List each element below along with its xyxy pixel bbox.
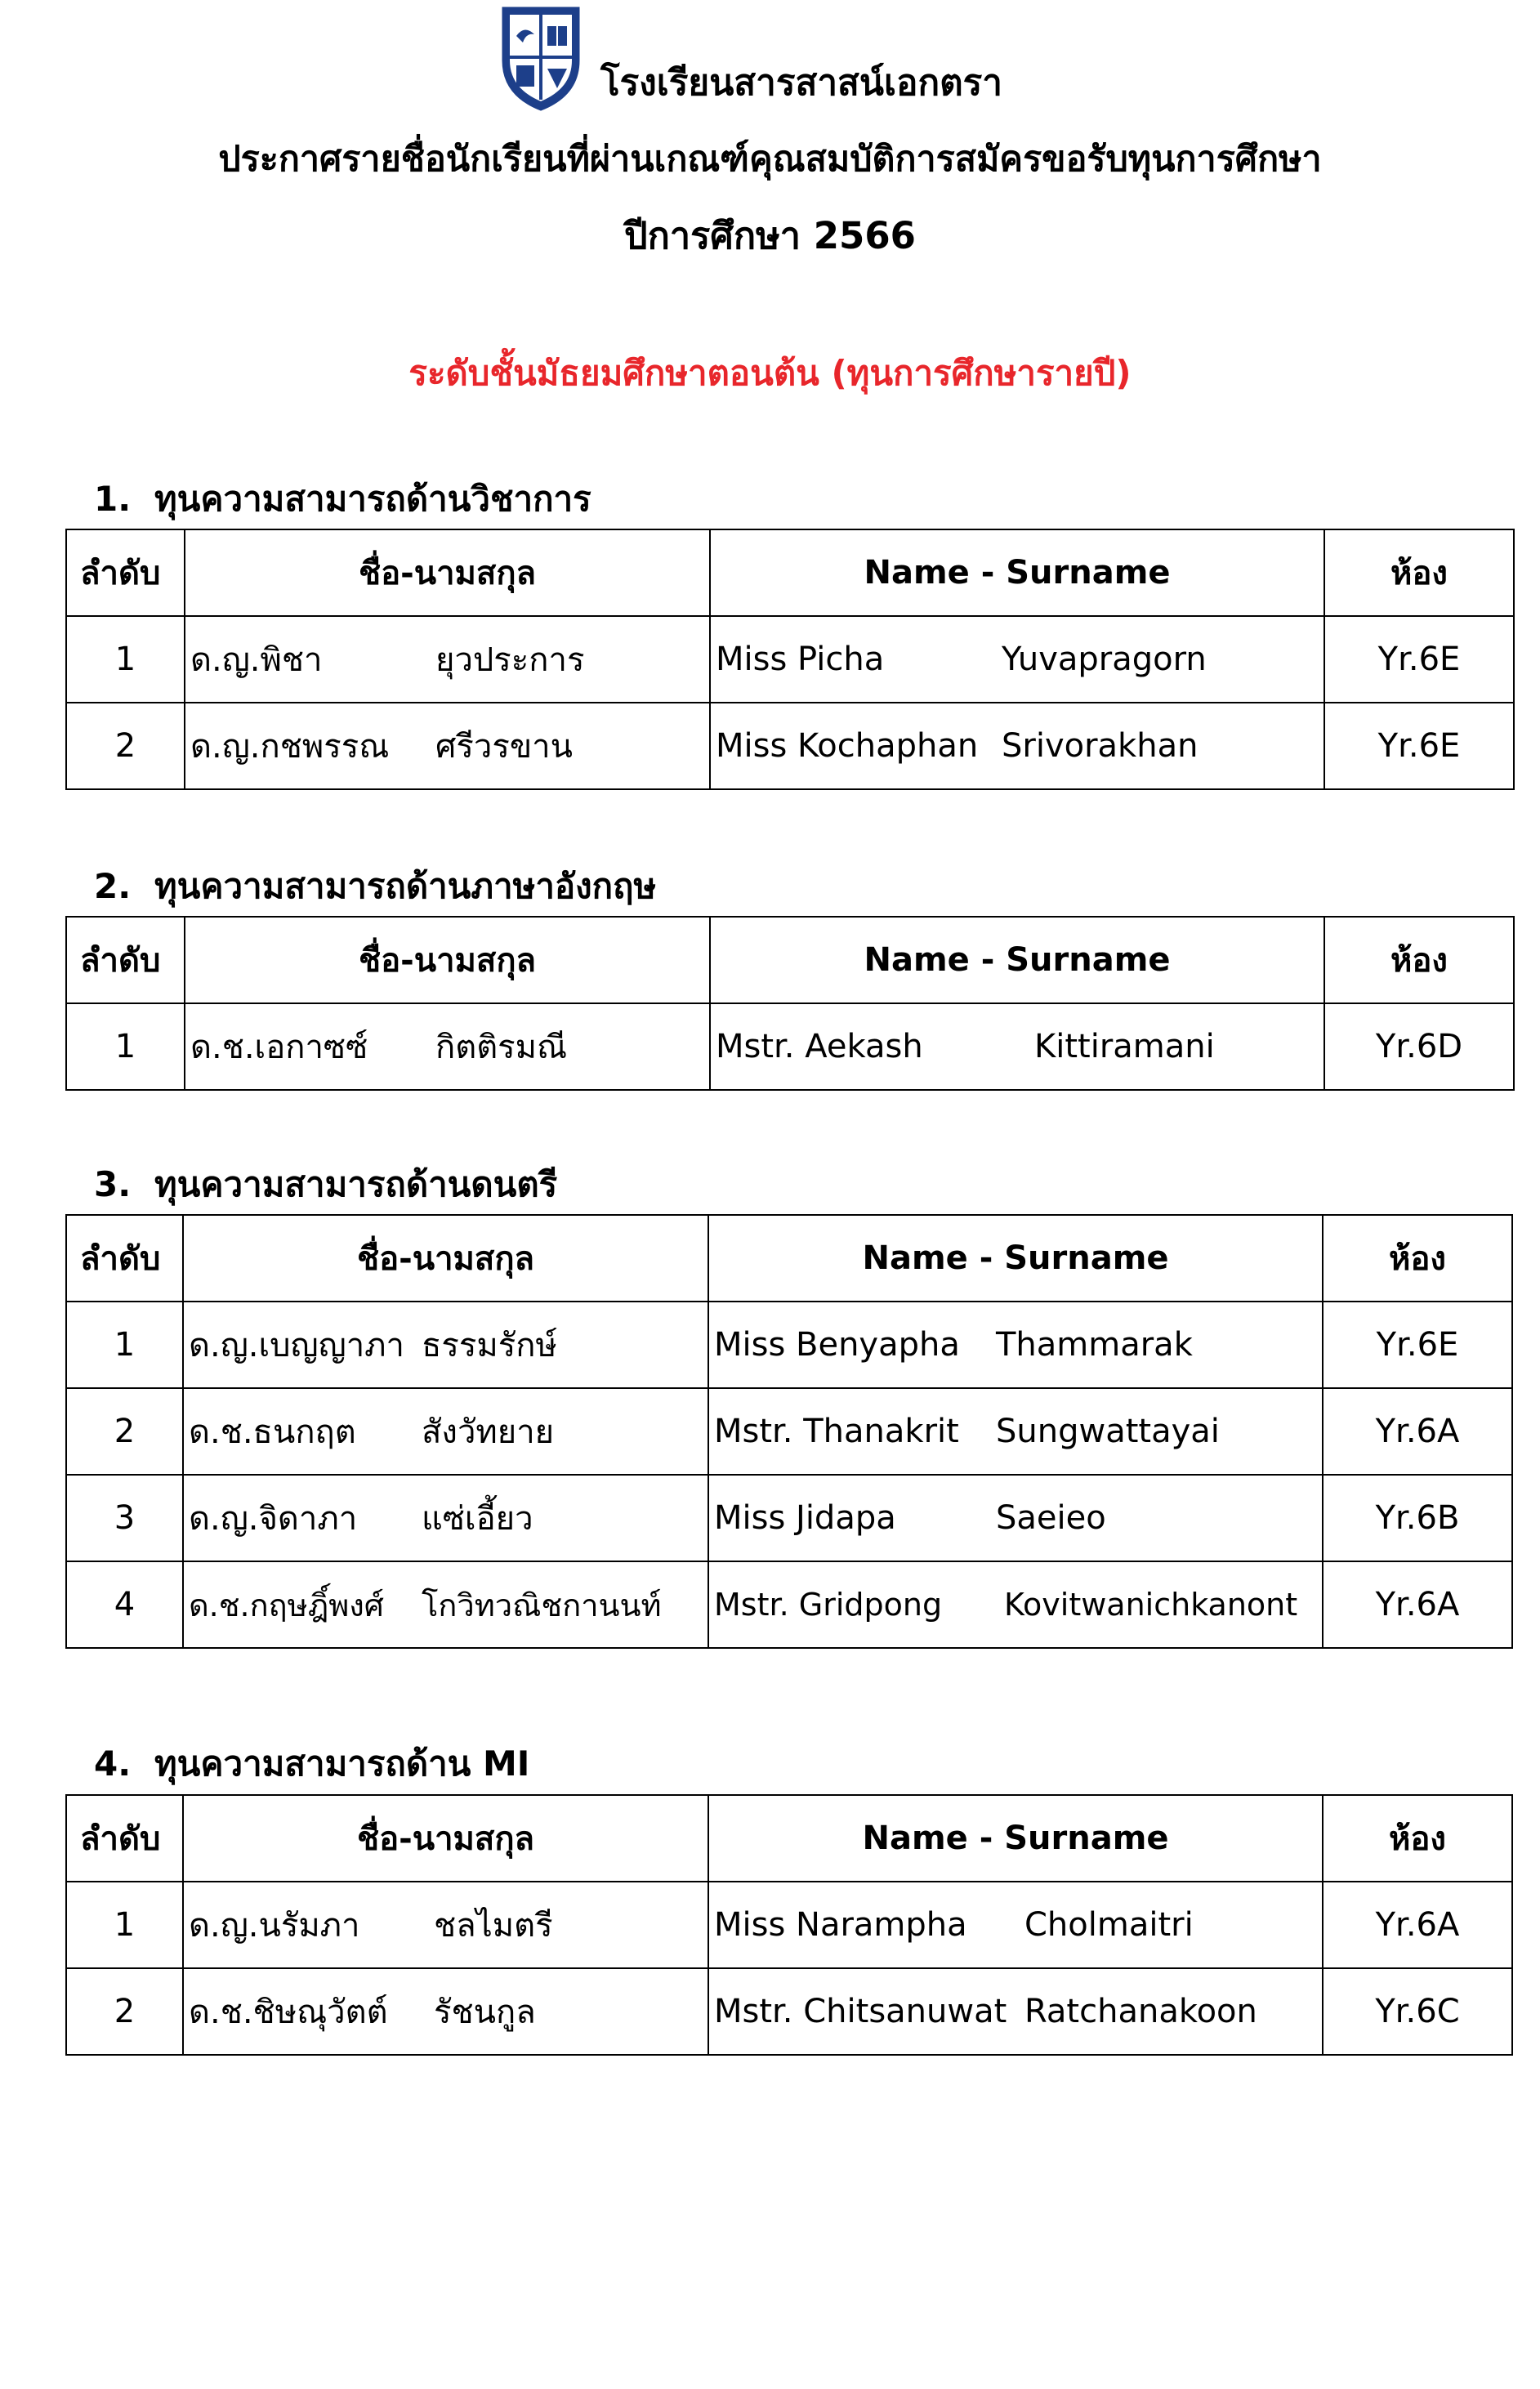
room-cell: Yr.6E (1324, 616, 1514, 703)
thai-name-cell (183, 1882, 708, 1968)
thai-name-cell (183, 1388, 708, 1475)
education-level-heading: ระดับชั้นมัธยมศึกษาตอนต้น (ทุนการศึกษารายปี) (408, 353, 1132, 393)
column-header-seq: ลำดับ (66, 1215, 183, 1302)
thai-last-name: สังวัทยาย (422, 1413, 555, 1451)
seq-cell: 2 (66, 703, 185, 789)
school-name: โรงเรียนสารสาสน์เอกตรา (600, 62, 1002, 104)
room-cell: Yr.6E (1324, 703, 1514, 789)
thai-name-cell (183, 1475, 708, 1561)
column-header-thai-name: ชื่อ-นามสกุล (183, 1795, 708, 1882)
english-name-cell (710, 703, 1324, 789)
english-last-name: Yuvapragorn (1002, 641, 1207, 678)
english-last-name: Cholmaitri (1024, 1906, 1194, 1944)
seq-cell: 1 (66, 1882, 183, 1968)
thai-name-cell (185, 616, 710, 703)
english-last-name: Ratchanakoon (1024, 1993, 1257, 2030)
thai-first-name: ด.ญ.เบญญาภา (189, 1327, 405, 1364)
thai-last-name: รัชนกูล (434, 1994, 536, 2031)
room-cell: Yr.6A (1323, 1561, 1512, 1648)
english-first-name: Miss Benyapha (714, 1326, 960, 1364)
thai-last-name: แซ่เอี้ยว (422, 1500, 533, 1538)
column-header-room: ห้อง (1323, 1215, 1512, 1302)
column-header-room: ห้อง (1323, 1795, 1512, 1882)
english-name-cell (708, 1561, 1323, 1648)
table-row (66, 1561, 1512, 1648)
thai-first-name: ด.ช.ธนกฤต (189, 1413, 356, 1451)
thai-name-cell (183, 1302, 708, 1388)
english-last-name: Kittiramani (1034, 1028, 1215, 1065)
table-row (66, 703, 1514, 789)
column-header-english-name: Name - Surname (708, 1215, 1323, 1302)
table-row (66, 1003, 1514, 1090)
thai-name-cell (183, 1968, 708, 2055)
thai-name-cell (183, 1561, 708, 1648)
english-last-name: Sungwattayai (996, 1413, 1220, 1450)
column-header-english-name: Name - Surname (710, 917, 1324, 1003)
column-header-room: ห้อง (1324, 529, 1514, 616)
thai-last-name: กิตติรมณี (435, 1029, 568, 1066)
academic-year: ปีการศึกษา 2566 (624, 214, 916, 257)
seq-cell: 1 (66, 1003, 185, 1090)
scholarship-table-academic (65, 529, 1515, 790)
thai-last-name: ธรรมรักษ์ (422, 1327, 557, 1364)
thai-last-name: ศรีวรขาน (435, 728, 573, 766)
scholarship-table-music (65, 1214, 1513, 1649)
table-header-row (66, 1215, 1512, 1302)
english-name-cell (708, 1475, 1323, 1561)
column-header-thai-name: ชื่อ-นามสกุล (185, 529, 710, 616)
english-last-name: Saeieo (996, 1499, 1106, 1537)
column-header-english-name: Name - Surname (708, 1795, 1323, 1882)
seq-cell: 3 (66, 1475, 183, 1561)
thai-first-name: ด.ช.เอกาซซ์ (190, 1029, 368, 1066)
column-header-room: ห้อง (1324, 917, 1514, 1003)
room-cell: Yr.6E (1323, 1302, 1512, 1388)
english-name-cell (708, 1302, 1323, 1388)
column-header-seq: ลำดับ (66, 917, 185, 1003)
thai-first-name: ด.ญ.กชพรรณ (190, 728, 390, 766)
english-name-cell (708, 1968, 1323, 2055)
english-name-cell (710, 616, 1324, 703)
room-cell: Yr.6D (1324, 1003, 1514, 1090)
table-header-row (66, 529, 1514, 616)
table-row (66, 1475, 1512, 1561)
seq-cell: 2 (66, 1388, 183, 1475)
column-header-thai-name: ชื่อ-นามสกุล (183, 1215, 708, 1302)
thai-name-cell (185, 703, 710, 789)
english-first-name: Mstr. Gridpong (714, 1587, 943, 1623)
scholarship-table-english (65, 916, 1515, 1091)
thai-first-name: ด.ช.ชิษณุวัตต์ (189, 1994, 388, 2031)
seq-cell: 1 (66, 1302, 183, 1388)
seq-cell: 1 (66, 616, 185, 703)
english-first-name: Mstr. Thanakrit (714, 1413, 959, 1450)
english-first-name: Miss Kochaphan (716, 727, 979, 765)
table-row (66, 1388, 1512, 1475)
english-name-cell (708, 1882, 1323, 1968)
thai-last-name: ชลไมตรี (434, 1907, 553, 1945)
english-first-name: Mstr. Aekash (716, 1028, 923, 1065)
seq-cell: 2 (66, 1968, 183, 2055)
english-first-name: Miss Narampha (714, 1906, 967, 1944)
scholarship-table-mi (65, 1794, 1513, 2056)
room-cell: Yr.6C (1323, 1968, 1512, 2055)
section-title-music: 3. ทุนความสามารถด้านดนตรี (94, 1164, 558, 1204)
thai-name-cell (185, 1003, 710, 1090)
thai-first-name: ด.ญ.จิดาภา (189, 1500, 358, 1538)
thai-last-name: โกวิทวณิชกานนท์ (422, 1587, 662, 1623)
thai-first-name: ด.ญ.นรัมภา (189, 1907, 360, 1945)
thai-first-name: ด.ญ.พิชา (190, 641, 323, 679)
table-row (66, 1882, 1512, 1968)
english-last-name: Srivorakhan (1002, 727, 1199, 765)
table-header-row (66, 917, 1514, 1003)
room-cell: Yr.6B (1323, 1475, 1512, 1561)
english-first-name: Miss Jidapa (714, 1499, 896, 1537)
column-header-seq: ลำดับ (66, 1795, 183, 1882)
section-title-english: 2. ทุนความสามารถด้านภาษาอังกฤษ (94, 866, 657, 906)
column-header-english-name: Name - Surname (710, 529, 1324, 616)
section-title-mi: 4. ทุนความสามารถด้าน MI (94, 1744, 530, 1784)
table-row (66, 1968, 1512, 2055)
english-first-name: Miss Picha (716, 641, 885, 678)
english-last-name: Kovitwanichkanont (1004, 1587, 1298, 1623)
english-name-cell (708, 1388, 1323, 1475)
table-row (66, 1302, 1512, 1388)
english-name-cell (710, 1003, 1324, 1090)
english-first-name: Mstr. Chitsanuwat (714, 1993, 1007, 2030)
seq-cell: 4 (66, 1561, 183, 1648)
section-title-academic: 1. ทุนความสามารถด้านวิชาการ (94, 479, 591, 519)
room-cell: Yr.6A (1323, 1882, 1512, 1968)
english-last-name: Thammarak (996, 1326, 1193, 1364)
column-header-thai-name: ชื่อ-นามสกุล (185, 917, 710, 1003)
room-cell: Yr.6A (1323, 1388, 1512, 1475)
thai-first-name: ด.ช.กฤษฎิ์พงศ์ (189, 1587, 384, 1623)
column-header-seq: ลำดับ (66, 529, 185, 616)
table-header-row (66, 1795, 1512, 1882)
school-crest-icon (498, 3, 583, 113)
announcement-title: ประกาศรายชื่อนักเรียนที่ผ่านเกณฑ์คุณสมบัติการสมัครขอรับทุนการศึกษา (218, 139, 1322, 180)
table-row (66, 616, 1514, 703)
thai-last-name: ยุวประการ (435, 641, 585, 679)
